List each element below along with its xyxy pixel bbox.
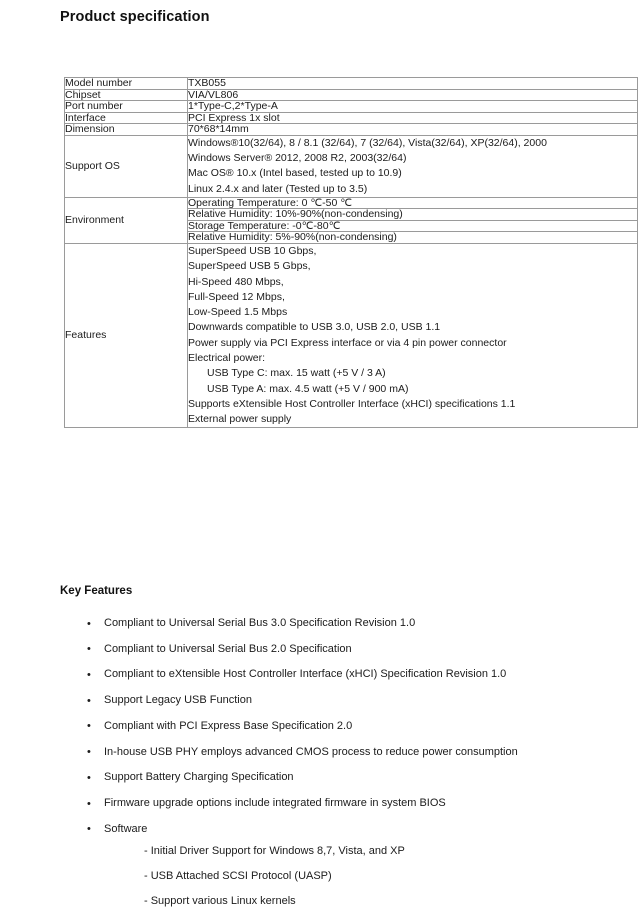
support-os-line: Windows®10(32/64), 8 / 8.1 (32/64), 7 (32/64), Vista(32/64), XP(32/64), 2000: [188, 136, 547, 149]
spec-table-body: [65, 78, 638, 428]
list-item-label: In-house USB PHY employs advanced CMOS process to reduce power consumption: [104, 745, 518, 758]
list-item: [60, 747, 620, 759]
product-specification-table: [64, 77, 638, 428]
environment-label: Environment: [65, 197, 188, 243]
spec-row-value: PCI Express 1x slot: [188, 112, 638, 124]
list-item-label: Firmware upgrade options include integrated firmware in system BIOS: [104, 797, 446, 810]
environment-line: Storage Temperature: -0℃-80℃: [188, 220, 638, 232]
spec-row-label: Chipset: [65, 89, 188, 101]
list-item-label: Support Battery Charging Specification: [104, 771, 294, 784]
sub-list-item: - Support various Linux kernels: [144, 894, 296, 907]
environment-line: Relative Humidity: 10%-90%(non-condensing): [188, 209, 638, 221]
bullet-icon: •: [87, 643, 91, 656]
table-row: [65, 197, 638, 209]
features-value: [188, 243, 638, 427]
bullet-icon: •: [87, 771, 91, 784]
feature-line: USB Type A: max. 4.5 watt (+5 V / 900 mA): [207, 382, 409, 395]
feature-line: Supports eXtensible Host Controller Interface (xHCI) specifications 1.1: [188, 397, 516, 410]
bullet-icon: •: [87, 617, 91, 630]
feature-line: Power supply via PCI Express interface or via 4 pin power connector: [188, 336, 507, 349]
spec-row-label: Interface: [65, 112, 188, 124]
table-row: [65, 101, 638, 113]
list-item: [60, 772, 620, 784]
feature-line: External power supply: [188, 413, 292, 426]
support-os-line: Linux 2.4.x and later (Tested up to 3.5): [188, 182, 368, 195]
feature-line: SuperSpeed USB 10 Gbps,: [188, 245, 317, 258]
list-item: [60, 618, 620, 630]
bullet-icon: •: [87, 668, 91, 681]
list-item: [60, 721, 620, 733]
table-row: [65, 243, 638, 427]
feature-line: Low-Speed 1.5 Mbps: [188, 306, 288, 319]
feature-line: Downwards compatible to USB 3.0, USB 2.0, USB 1.1: [188, 321, 441, 334]
sub-list: [104, 846, 620, 907]
list-item-label: Software: [104, 822, 148, 835]
table-row: [65, 112, 638, 124]
support-os-line: Windows Server® 2012, 2008 R2, 2003(32/64): [188, 152, 407, 165]
sub-list-item: - USB Attached SCSI Protocol (UASP): [144, 869, 332, 882]
key-features-heading: Key Features: [60, 585, 133, 597]
sub-list-item: - Initial Driver Support for Windows 8,7, Vista, and XP: [144, 845, 405, 858]
list-item: [60, 798, 620, 810]
list-item-label: Compliant with PCI Express Base Specification 2.0: [104, 719, 353, 732]
list-item: [60, 695, 620, 707]
spec-row-value: VIA/VL806: [188, 89, 638, 101]
feature-line: Hi-Speed 480 Mbps,: [188, 275, 284, 288]
spec-row-label: Port number: [65, 101, 188, 113]
table-row: [65, 89, 638, 101]
spec-row-label: Model number: [65, 78, 188, 90]
table-row: [65, 124, 638, 136]
key-features-list: [60, 618, 620, 921]
bullet-icon: •: [87, 746, 91, 759]
spec-row-value: TXB055: [188, 78, 638, 90]
environment-line: Relative Humidity: 5%-90%(non-condensing): [188, 232, 638, 244]
page-title: Product specification: [60, 9, 210, 25]
support-os-label: Support OS: [65, 135, 188, 197]
bullet-icon: •: [87, 823, 91, 836]
list-item-label: Support Legacy USB Function: [104, 694, 252, 707]
list-item-label: Compliant to Universal Serial Bus 3.0 Specification Revision 1.0: [104, 617, 416, 629]
environment-line: Operating Temperature: 0 ℃-50 ℃: [188, 197, 638, 209]
list-item-label: Compliant to eXtensible Host Controller Interface (xHCI) Specification Revision 1.0: [104, 668, 507, 681]
spec-row-value: 70*68*14mm: [188, 124, 638, 136]
feature-line: Electrical power:: [188, 351, 266, 364]
spec-row-label: Dimension: [65, 124, 188, 136]
list-item: [60, 669, 620, 681]
bullet-icon: •: [87, 694, 91, 707]
bullet-icon: •: [87, 720, 91, 733]
support-os-line: Mac OS® 10.x (Intel based, tested up to 10.9): [188, 167, 402, 180]
feature-line: USB Type C: max. 15 watt (+5 V / 3 A): [207, 367, 386, 380]
feature-line: Full-Speed 12 Mbps,: [188, 290, 285, 303]
table-row: [65, 135, 638, 197]
list-item: [60, 644, 620, 656]
list-item-label: Compliant to Universal Serial Bus 2.0 Specification: [104, 642, 352, 655]
support-os-value: [188, 135, 638, 197]
table-row: [65, 78, 638, 90]
spec-row-value: 1*Type-C,2*Type-A: [188, 101, 638, 113]
features-label: Features: [65, 243, 188, 427]
list-item: [60, 824, 620, 907]
feature-line: SuperSpeed USB 5 Gbps,: [188, 260, 311, 273]
bullet-icon: •: [87, 797, 91, 810]
